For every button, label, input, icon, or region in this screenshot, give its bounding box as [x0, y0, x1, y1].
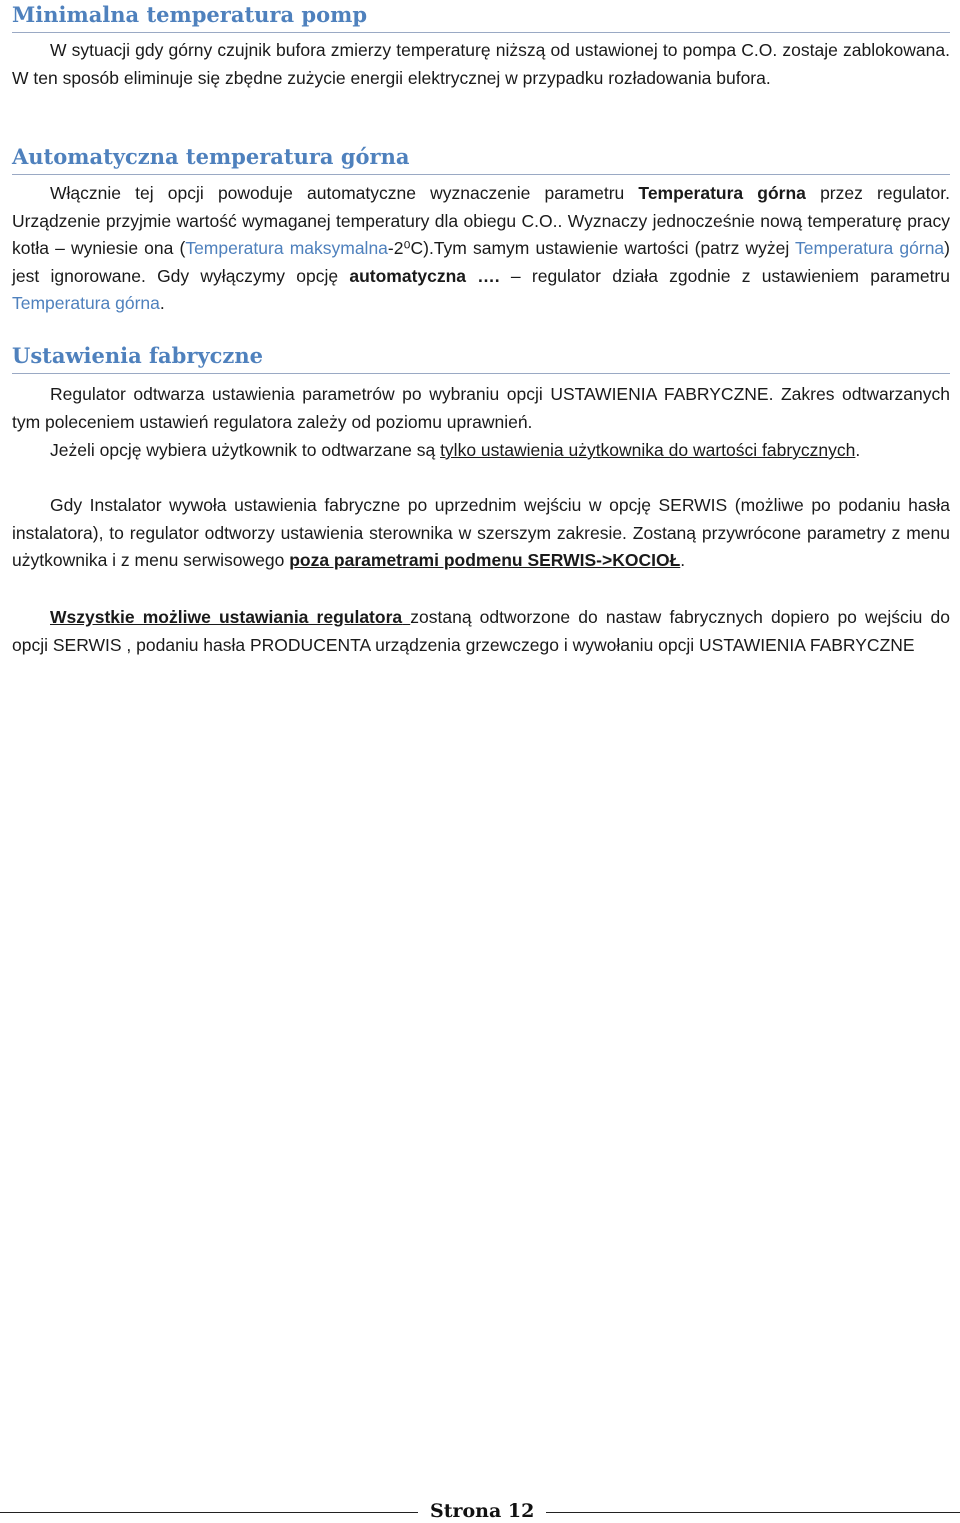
heading-minimalna-temperatura-pomp: Minimalna temperatura pomp: [12, 0, 950, 33]
paragraph-ustawienia-fabryczne-4: [12, 604, 950, 659]
text-run: .: [855, 440, 861, 460]
text-run: Gdy Instalator wywoła ustawienia fabryczne po uprzednim wejściu w opcję SERWIS (możliwe po podaniu hasła instalatora), to regulator odtworzy ustawienia sterownika w szerszym zakresie. Zostaną przywrócone parametry z menu użytkownika i z menu serwisowego: [12, 495, 950, 570]
text-run: Jeżeli opcję wybiera użytkownik to odtwarzane są: [50, 440, 441, 460]
bold-underlined-text: poza parametrami podmenu SERWIS->KOCIOŁ: [289, 550, 681, 570]
heading-automatyczna-temperatura-gorna: Automatyczna temperatura górna: [12, 142, 950, 175]
parameter-reference: Temperatura górna: [795, 238, 945, 258]
text-run: Włącznie tej opcji powoduje automatyczne wyznaczenie parametru: [50, 183, 639, 203]
heading-ustawienia-fabryczne: Ustawienia fabryczne: [12, 341, 950, 374]
paragraph-ustawienia-fabryczne-2: [12, 437, 950, 465]
text-run: zostaną odtworzone do nastaw fabrycznych dopiero po wejściu do opcji SERWIS , podaniu hasła PRODUCENTA urządzenia grzewczego i wywołaniu opcji USTAWIENIA FABRYCZNE: [12, 607, 951, 655]
paragraph-minimalna-temperatura: W sytuacji gdy górny czujnik bufora zmierzy temperaturę niższą od ustawionej to pompa C.O. zostaje zablokowana. W ten sposób eliminuje się zbędne zużycie energii elektrycznej w przypadku rozładowania bufora.: [12, 40, 950, 88]
paragraph-ustawienia-fabryczne-1: Regulator odtwarza ustawienia parametrów po wybraniu opcji USTAWIENIA FABRYCZNE. Zakres odtwarzanych tym poleceniem ustawień regulatora zależy od poziomu uprawnień.: [12, 384, 950, 432]
bold-underlined-text: Wszystkie możliwe ustawiania regulatora: [50, 607, 403, 627]
page-number: Strona 12: [418, 1500, 546, 1522]
paragraph-automatyczna-temperatura: [12, 180, 950, 318]
parameter-reference: Temperatura górna: [12, 293, 160, 313]
bold-option-name: automatyczna ….: [349, 265, 500, 286]
underlined-text: tylko ustawienia użytkownika do wartości fabrycznych: [440, 440, 856, 460]
parameter-reference: Temperatura maksymalna: [185, 238, 388, 258]
text-run: .: [159, 293, 165, 313]
page-footer: [0, 1500, 960, 1523]
text-run: -2⁰C).Tym samym ustawienie wartości (patrz wyżej: [387, 238, 796, 258]
text-run: – regulator działa zgodnie z ustawieniem parametru: [499, 265, 950, 286]
text-run: .: [680, 550, 686, 570]
text-run: ) jest ignorowane. Gdy wyłączymy opcję: [12, 238, 950, 286]
paragraph-ustawienia-fabryczne-3: [12, 492, 950, 575]
text-run: przez regulator. Urządzenie przyjmie wartość wymaganej temperatury dla obiegu C.O.. Wyznaczy jednocześnie nową temperaturę pracy kotła – wyniesie ona (: [12, 183, 950, 258]
bold-parameter-name: Temperatura górna: [638, 183, 806, 203]
